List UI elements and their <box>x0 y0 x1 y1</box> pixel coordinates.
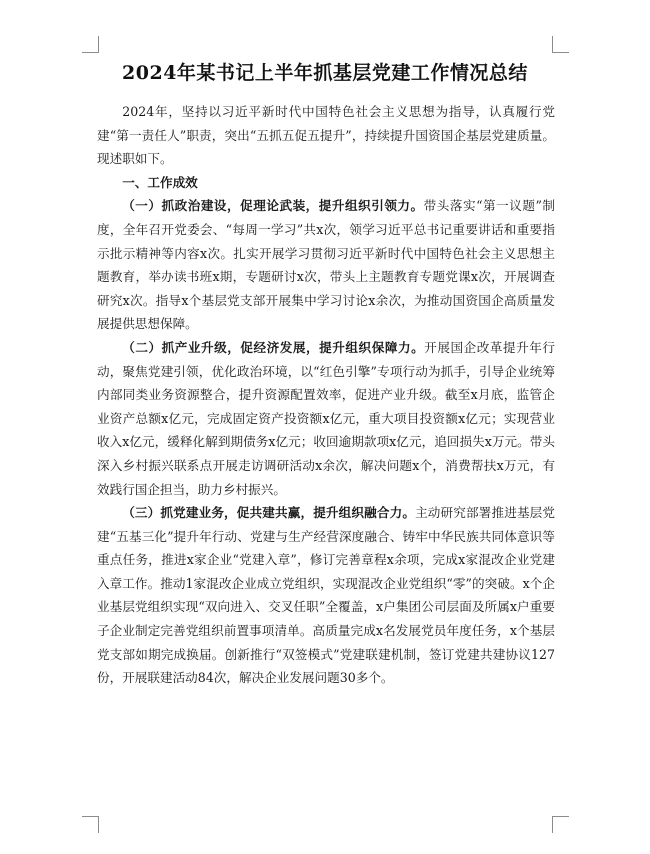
item-lead: （三）抓党建业务，促共建共赢，提升组织融合力。 <box>122 505 416 521</box>
item-text: 主动研究部署推进基层党建“五基三化”提升年行动、党建与生产经营深度融合、铸牢中华民族共同体意识等重点任务，推进x家企业“党建入章”，修订完善章程x余项，完成x家混改企业党建入章工作。推动1家混改企业成立党组织，实现混改企业党组织“零”的突破。x个企业基层党组织实现“双向进入、交叉任职”全覆盖，x户集团公司层面及所属x户重要子企业制定完善党组织前置事项清单。高质量完成x名发展党员年度任务，x个基层党支部如期完成换届。创新推行“双签模式”党建联建机制，签订党建共建协议127份，开展联建活动84次，解决企业发展问题30多个。 <box>97 505 556 686</box>
crop-mark-bottom-right <box>552 816 569 833</box>
item-text: 开展国企改革提升年行动，聚焦党建引领，优化政治环境，以“红色引擎”专项行动为抓手，引导企业统筹内部同类业务资源整合，提升资源配置效率，促进产业升级。截至x月底，监管企业资产总额x亿元，完成固定资产投资额x亿元，重大项目投资额x亿元；实现营业收入x亿元，缓释化解到期债务x亿元；收回逾期款项x亿元，追回损失x万元。带头深入乡村振兴联系点开展走访调研活动x余次，解决问题x个，消费帮扶x万元，有效践行国企担当，助力乡村振兴。 <box>97 339 556 497</box>
item-paragraph-1 <box>97 194 555 336</box>
item-text: 带头落实“第一议题”制度，全年召开党委会、“每周一学习”共x次，领学习近平总书记重要讲话和重要指示批示精神等内容x次。扎实开展学习贯彻习近平新时代中国特色社会主义思想主题教育，举办读书班x期，专题研讨x次，带头上主题教育专题党课x次，开展调查研究x次。指导x个基层党支部开展集中学习讨论x余次，为推动国资国企高质量发展提供思想保障。 <box>97 198 555 332</box>
intro-paragraph: 2024年，坚持以习近平新时代中国特色社会主义思想为指导，认真履行党建“第一责任人”职责，突出“五抓五促五提升”，持续提升国资国企基层党建质量。现述职如下。 <box>97 104 555 167</box>
crop-mark-bottom-left <box>82 816 99 833</box>
item-lead: （二）抓产业升级，促经济发展，提升组织保障力。 <box>122 339 425 355</box>
item-paragraph-2 <box>97 336 555 501</box>
section-heading: 一、工作成效 <box>122 174 198 190</box>
document-body <box>97 100 555 690</box>
document-title: 2024年某书记上半年抓基层党建工作情况总结 <box>122 62 528 84</box>
item-lead: （一）抓政治建设，促理论武装，提升组织引领力。 <box>122 198 424 214</box>
crop-mark-top-right <box>552 36 569 53</box>
crop-mark-top-left <box>82 36 99 53</box>
item-paragraph-3 <box>97 501 555 690</box>
